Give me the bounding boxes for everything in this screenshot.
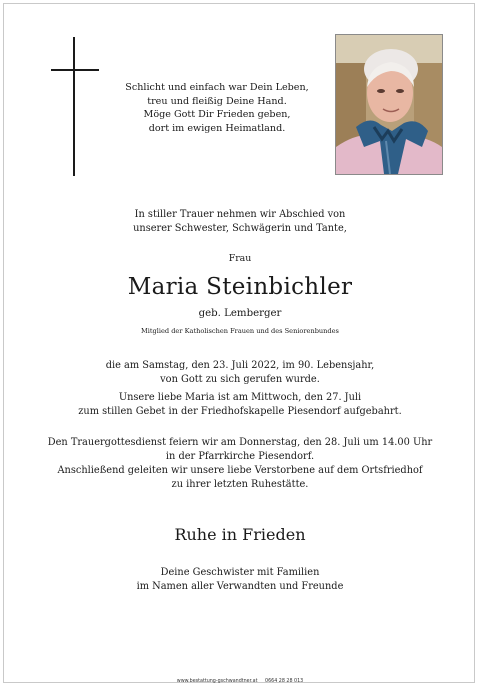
closing-phrase: Ruhe in Frieden [174,525,306,544]
funeral-notice [0,436,480,492]
intro-text [0,208,480,236]
salutation: Frau [228,253,252,264]
deceased-name: Maria Steinbichler [127,274,353,300]
funeral-line: in der Pfarrkirche Piesendorf. [165,451,315,462]
cross-horizontal-bar [51,69,99,71]
family-line: Deine Geschwister mit Familien [160,567,320,578]
intro-line: In stiller Trauer nehmen wir Abschied von [134,209,346,220]
death-notice [0,359,480,387]
poem-line: Schlicht und einfach war Dein Leben, [125,82,309,93]
cross-vertical-bar [73,37,75,176]
viewing-line: zum stillen Gebet in der Friedhofskapelle Piesendorf aufgebahrt. [78,406,402,417]
poem-line: dort im ewigen Heimatland. [148,122,286,134]
family-signature [0,566,480,594]
viewing-notice [0,391,480,419]
poem [112,81,322,135]
funeral-line: Anschließend geleiten wir unsere liebe Verstorbene auf dem Ortsfriedhof [57,465,423,476]
intro-line: unserer Schwester, Schwägerin und Tante, [133,223,347,234]
portrait-photo [335,34,443,175]
viewing-line: Unsere liebe Maria ist am Mittwoch, den 27. Juli [118,392,362,403]
membership-note: Mitglied der Katholischen Frauen und des Seniorenbundes [141,327,339,335]
funeral-line: Den Trauergottesdienst feiern wir am Donnerstag, den 28. Juli um 14.00 Uhr [47,437,433,448]
maiden-name: geb. Lemberger [198,308,282,319]
death-notice-line: die am Samstag, den 23. Juli 2022, im 90. Lebensjahr, [105,360,375,371]
footer-phone: 0664 28 28 013 [265,679,304,684]
poem-line: treu und fleißig Deine Hand. [147,95,287,107]
death-notice-line: von Gott zu sich gerufen wurde. [160,374,320,385]
footer [0,679,480,684]
poem-line: Möge Gott Dir Frieden geben, [143,109,291,120]
funeral-line: zu ihrer letzten Ruhestätte. [171,479,309,490]
footer-website[interactable]: www.bestattung-gschwandtner.at [176,679,258,684]
family-line: im Namen aller Verwandten und Freunde [136,581,344,592]
